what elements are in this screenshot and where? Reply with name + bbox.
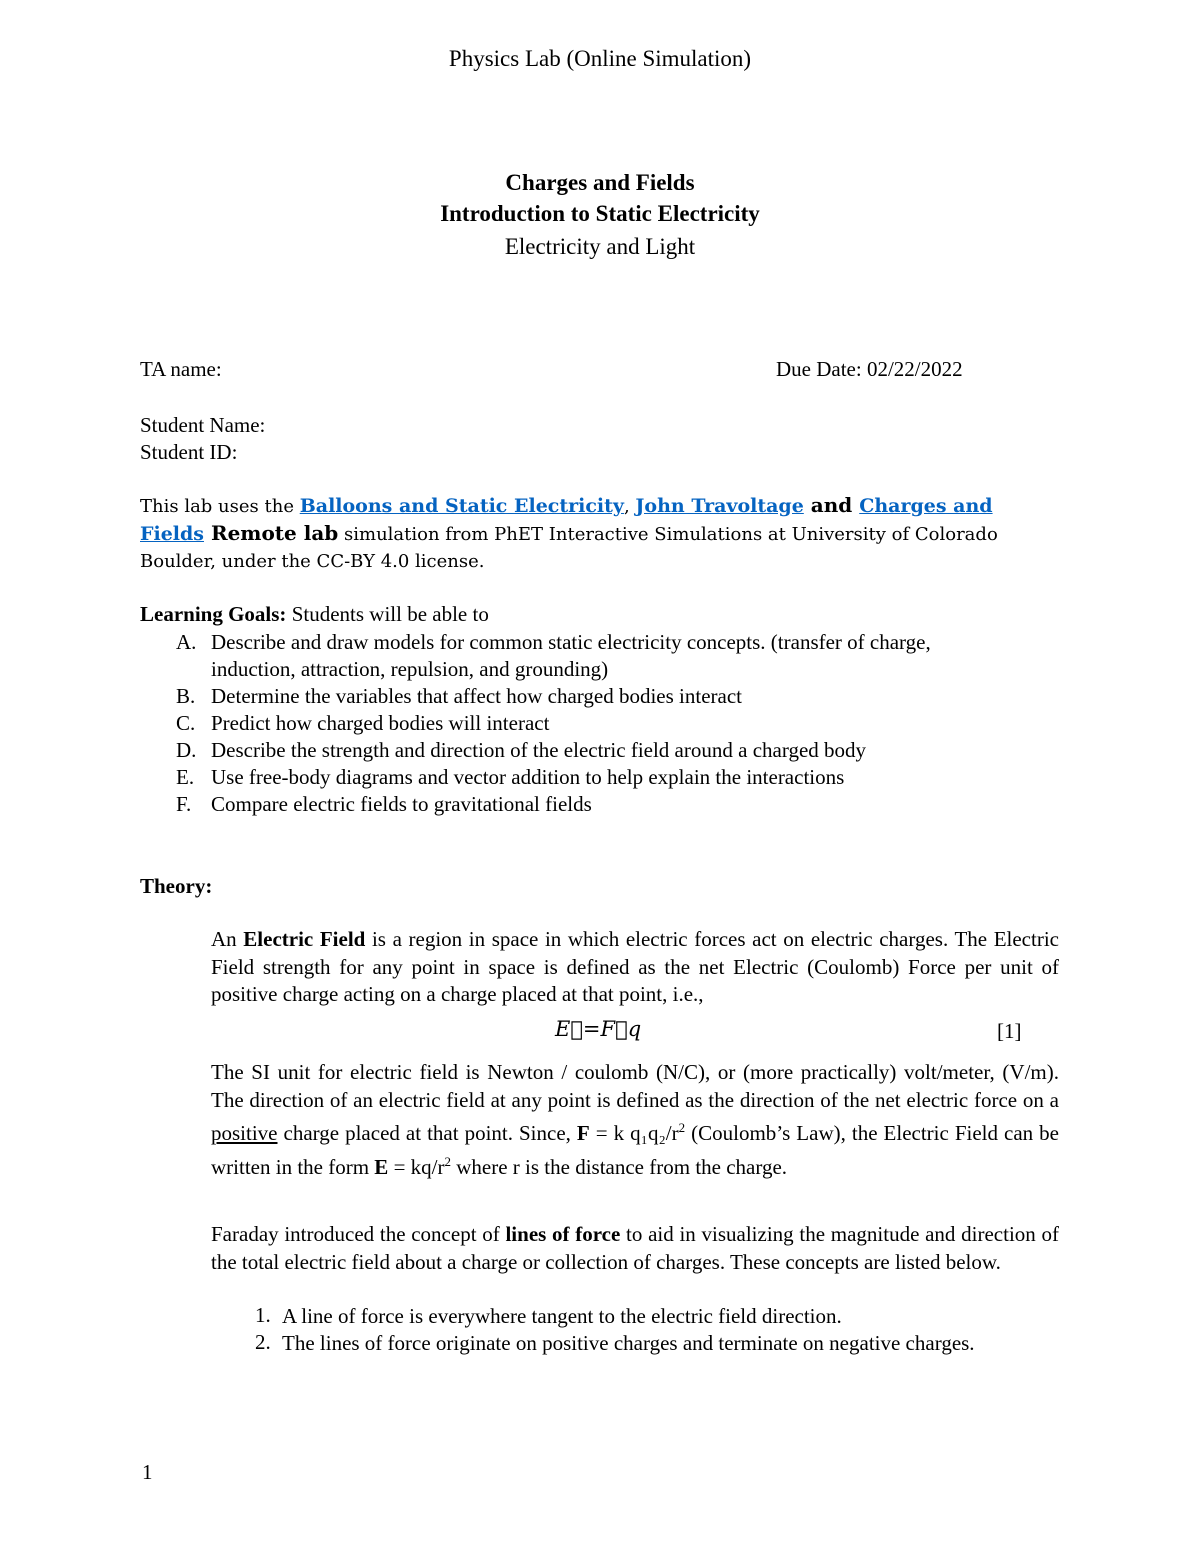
goal-text: Predict how charged bodies will interact (211, 711, 550, 735)
p2-E: E (374, 1154, 389, 1179)
title-line-1: Charges and Fields (505, 170, 695, 195)
p2-e: = kq/r (388, 1154, 445, 1179)
intro-sep: , (623, 496, 636, 517)
learning-goals-label: Learning Goals: (140, 602, 287, 626)
intro-paragraph (140, 492, 1060, 575)
p3-a: Faraday introduced the concept of (211, 1222, 506, 1246)
p3-b: to aid in visualizing the magnitude and direction of the total electric field about a charge or collection of charges. These concepts are listed below. (211, 1222, 1059, 1274)
goal-marker: A. (176, 630, 197, 654)
p2-b: charge placed at that point. Since, (277, 1121, 577, 1145)
theory-paragraph-3 (211, 1221, 1059, 1276)
goal-marker: C. (176, 711, 196, 735)
student-name-label: Student Name: (140, 413, 266, 437)
goal-item (176, 791, 592, 818)
goal-item (176, 764, 844, 791)
theory-point-marker: 1. (255, 1303, 271, 1327)
goal-item (176, 683, 742, 710)
p2-a: The SI unit for electric field is Newton / coulomb (N/C), or (more practically) volt/meter, (V/m). The direction of an electric field at any point is defined as the direction of the net electric force on a (211, 1060, 1059, 1112)
goal-text: Compare electric fields to gravitational fields (211, 792, 592, 816)
learning-goals-heading (140, 602, 489, 627)
goal-item-continuation: induction, attraction, repulsion, and grounding) (211, 657, 609, 681)
page-header: Physics Lab (Online Simulation) (448, 46, 752, 71)
p2-sup2: 2 (444, 1153, 451, 1169)
p1-b: is a region in space in which electric forces act on electric charges. The Electric Field strength for any point in space is defined as the net Electric (Coulomb) Force per unit of positive charge acting on a charge placed at that point, i.e., (211, 927, 1059, 1006)
goal-marker: E. (176, 765, 195, 789)
goal-item (176, 737, 866, 764)
due-date: Due Date: 02/22/2022 (776, 357, 963, 381)
p1-bold: Electric Field (243, 927, 366, 951)
theory-heading: Theory: (140, 874, 213, 898)
equation: E⃗=F⃗q (555, 1017, 642, 1041)
intro-prefix: This lab uses the (140, 496, 300, 517)
learning-goals-lead: Students will be able to (286, 602, 489, 626)
p1-a: An (211, 927, 244, 951)
intro-suffix: simulation from PhET Interactive Simulations at University of Colorado Boulder, under the CC-BY 4.0 license. (140, 524, 998, 572)
goal-text: Determine the variables that affect how charged bodies interact (211, 684, 742, 708)
theory-point-marker: 2. (255, 1330, 271, 1354)
goal-text: Describe the strength and direction of the electric field around a charged body (211, 738, 867, 762)
ta-name-label: TA name: (140, 357, 222, 381)
intro-and: and (803, 493, 860, 517)
goal-text: Use free-body diagrams and vector addition to help explain the interactions (211, 765, 845, 789)
title-line-2: Introduction to Static Electricity (440, 201, 760, 226)
goal-text: Describe and draw models for common static electricity concepts. (transfer of charge, (211, 630, 931, 654)
student-id-label: Student ID: (140, 440, 238, 464)
theory-point-text: The lines of force originate on positive charges and terminate on negative charges. (282, 1331, 975, 1355)
p2-c: = k q₁q₂/r (589, 1121, 679, 1145)
charges-and-fields-link[interactable]: Charges and Fields (140, 495, 993, 545)
goal-item (176, 629, 931, 656)
p2-F: F (576, 1121, 590, 1145)
page-number: 1 (142, 1460, 153, 1484)
balloons-link[interactable]: Balloons and Static Electricity (299, 495, 624, 517)
theory-paragraph-1 (211, 926, 1059, 1009)
theory-point-text: A line of force is everywhere tangent to the electric field direction. (282, 1304, 842, 1328)
p2-sup1: 2 (678, 1120, 686, 1135)
p3-bold: lines of force (505, 1222, 621, 1246)
goal-item (176, 710, 549, 737)
p2-underline: positive (211, 1121, 278, 1145)
goal-marker: B. (176, 684, 196, 708)
goal-marker: D. (176, 738, 197, 762)
john-travoltage-link[interactable]: John Travoltage (635, 495, 804, 517)
goal-marker: F. (176, 792, 192, 816)
p2-d: (Coulomb’s Law), the Electric Field can be written in the form (211, 1121, 1059, 1179)
intro-remote-lab: Remote lab (204, 521, 339, 545)
equation-number: [1] (997, 1019, 1022, 1043)
title-line-3: Electricity and Light (504, 234, 696, 259)
theory-paragraph-2 (211, 1059, 1059, 1181)
p2-f: where r is the distance from the charge. (450, 1154, 788, 1179)
